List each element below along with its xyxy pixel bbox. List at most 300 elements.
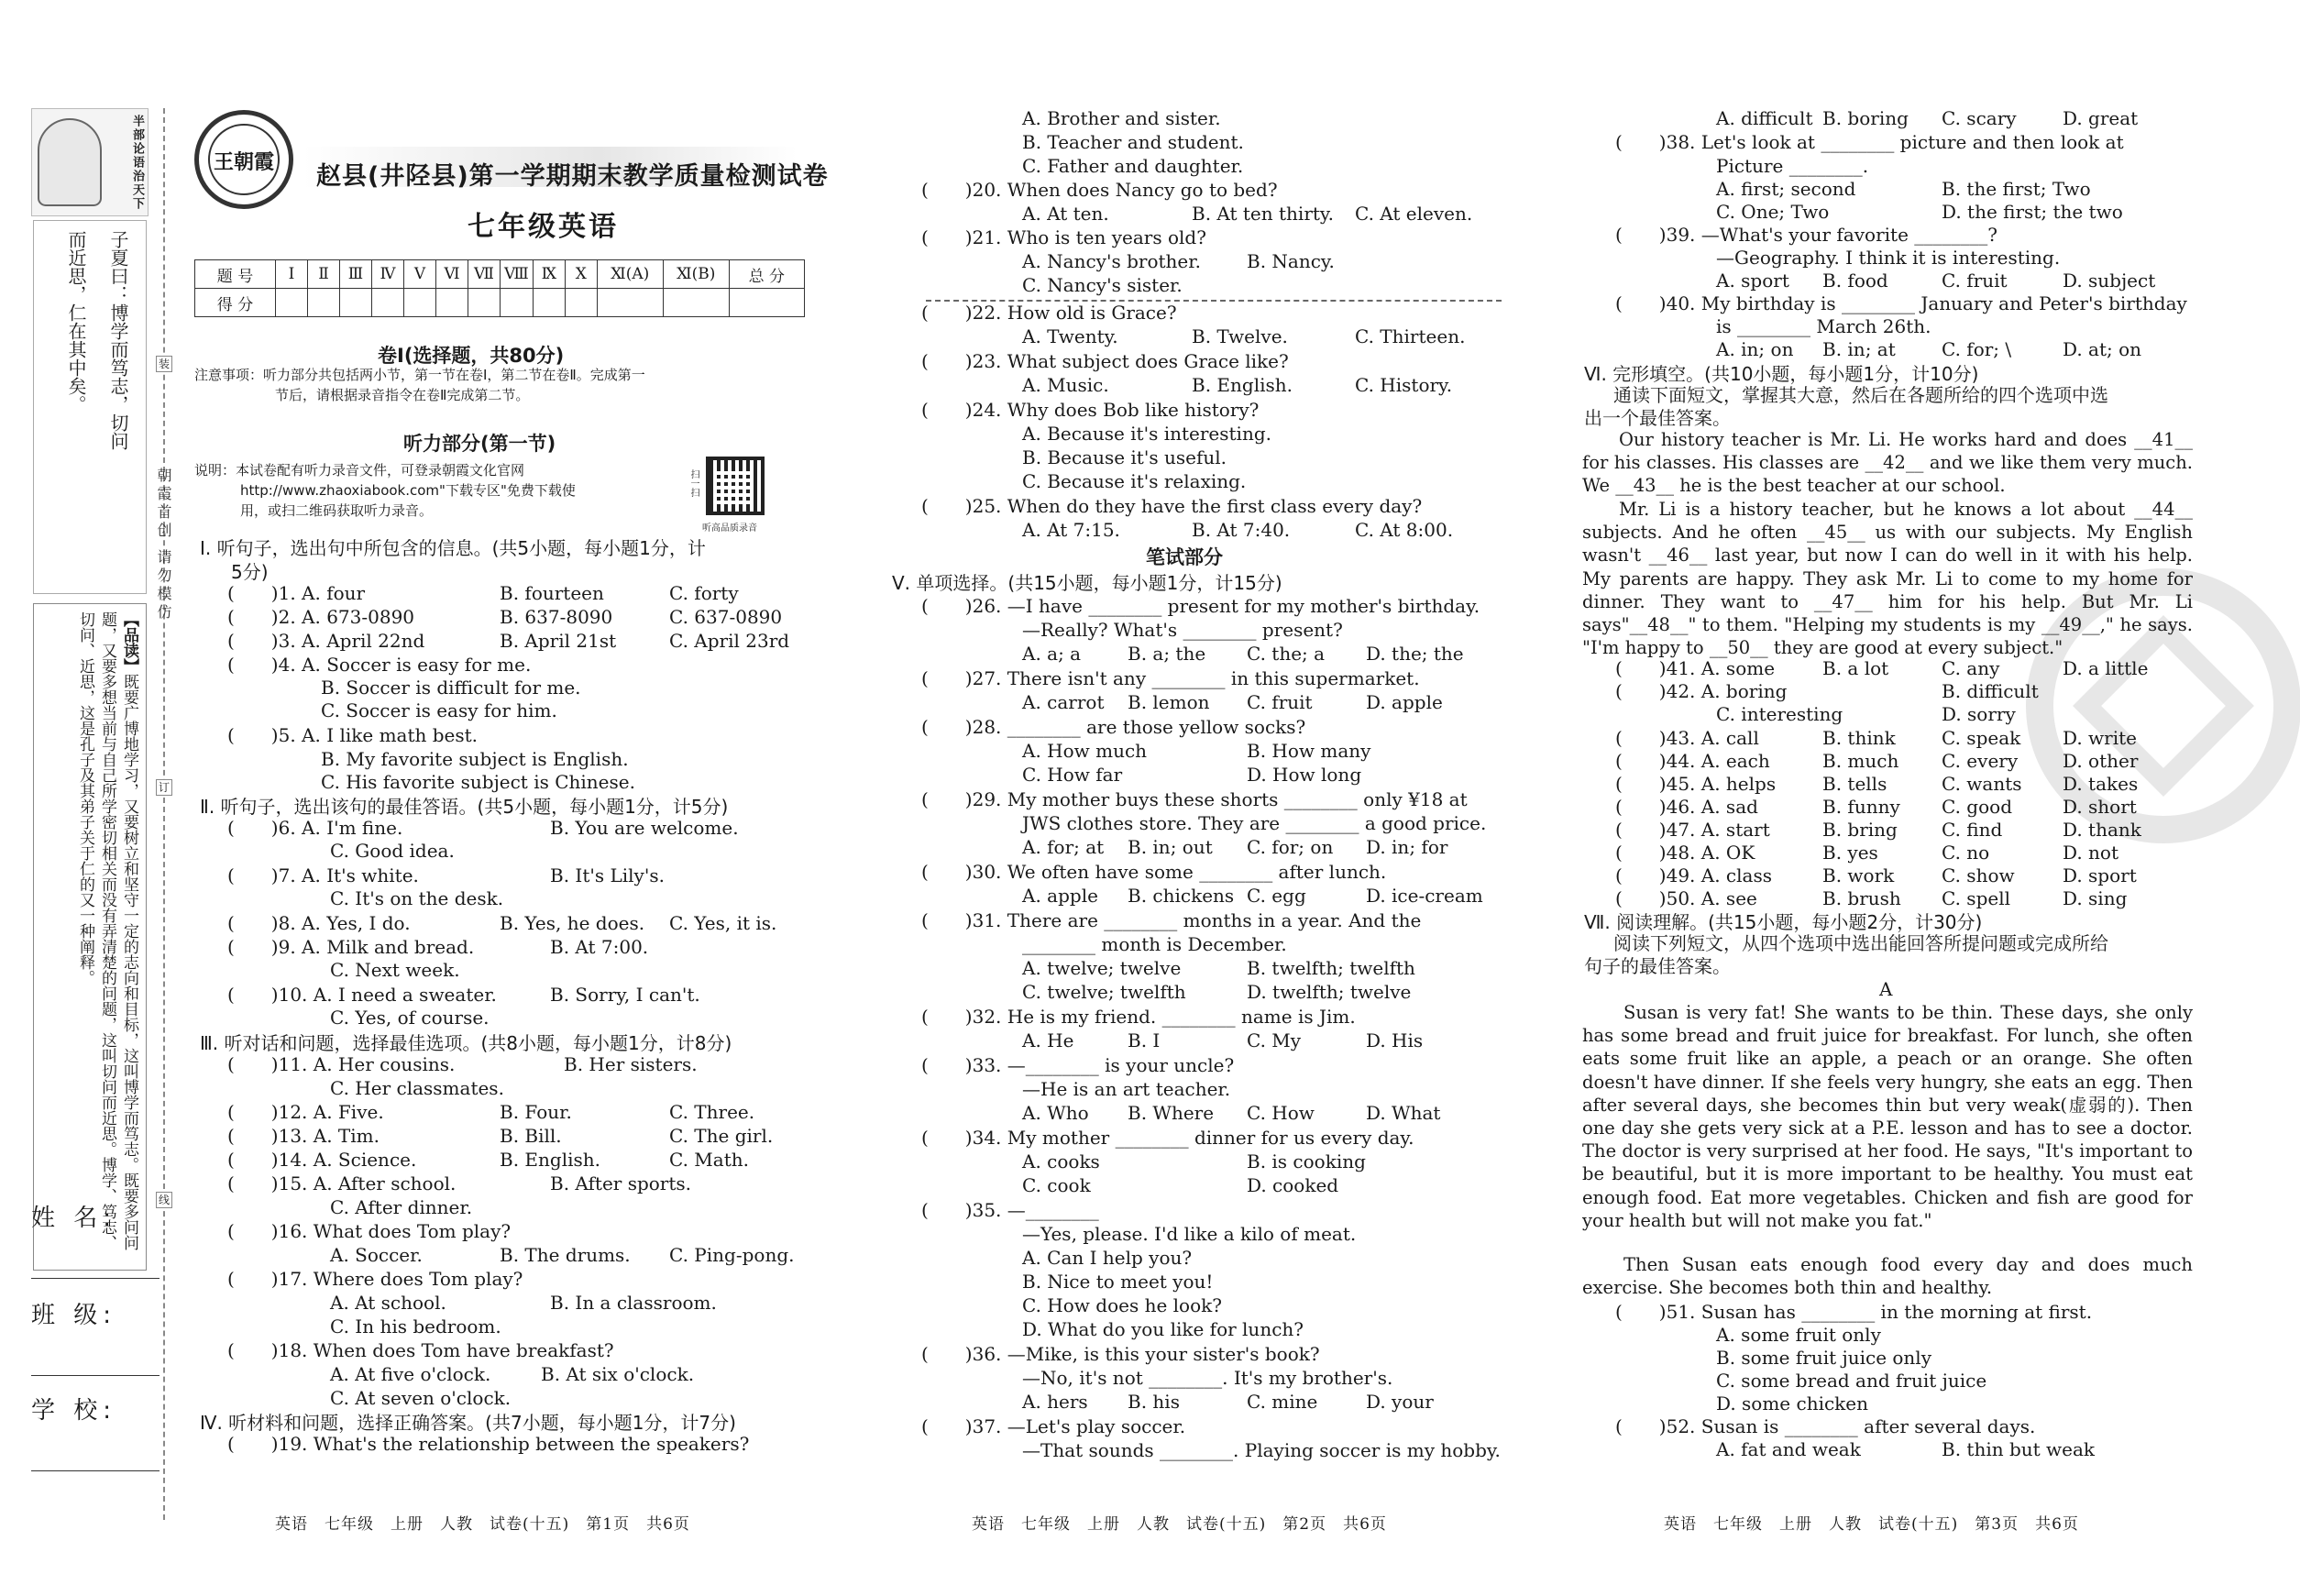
cut-line <box>163 108 165 1520</box>
q43-b: B. think <box>1822 727 1896 749</box>
q27-a: A. carrot <box>1022 691 1105 713</box>
q33[interactable]: ( )33. —________ is your uncle? <box>921 1054 1235 1076</box>
score-cell[interactable] <box>663 289 729 317</box>
q33-a: A. Who <box>1022 1102 1089 1124</box>
q29-d: D. in; for <box>1366 836 1448 858</box>
q7-b: B. It's Lily's. <box>550 864 665 886</box>
desc-line-2: http://www.zhaoxiabook.com"下载专区"免费下载使 <box>240 482 576 499</box>
q7[interactable]: ( )7. A. It's white. <box>227 864 419 886</box>
q38-d: D. the first; the two <box>1942 201 2123 223</box>
q16-b: B. The drums. <box>500 1244 631 1266</box>
q24-c: C. Because it's relaxing. <box>1022 470 1247 492</box>
q1[interactable]: ( )1. A. four <box>227 582 366 604</box>
q16-a: A. Soccer. <box>330 1244 423 1266</box>
q40-b: B. in; at <box>1822 338 1896 360</box>
score-head-cell: Ⅱ <box>308 260 340 289</box>
q27-b: B. lemon <box>1128 691 1210 713</box>
q11[interactable]: ( )11. A. Her cousins. <box>227 1053 456 1075</box>
q33-d: D. What <box>1366 1102 1441 1124</box>
q26-a: A. a; a <box>1022 643 1082 665</box>
q24-b: B. Because it's useful. <box>1022 446 1227 468</box>
q22-b: B. Twelve. <box>1192 325 1288 347</box>
quote-line-a: 子夏曰：博学而笃志，切问 <box>107 230 129 450</box>
score-table <box>194 259 805 317</box>
score-cell[interactable] <box>729 289 804 317</box>
q35-sub: —Yes, please. I'd like a kilo of meat. <box>1022 1223 1357 1245</box>
score-head-cell: Ⅷ <box>501 260 534 289</box>
q49-b: B. work <box>1822 864 1895 886</box>
q35-b: B. Nice to meet you! <box>1022 1271 1214 1293</box>
exam-subtitle: 七年级英语 <box>468 211 619 243</box>
q30-d: D. ice-cream <box>1366 885 1483 907</box>
q25[interactable]: ( )25. When do they have the first class every day? <box>921 495 1423 517</box>
notice-line-1: 注意事项：听力部分共包括两小节，第一节在卷Ⅰ，第二节在卷Ⅱ。完成第一 <box>194 367 645 383</box>
q50-c: C. spell <box>1942 887 2010 909</box>
q46-c: C. good <box>1942 796 2012 818</box>
section-6-intro: 通读下面短文，掌握其大意，然后在各题所给的四个选项中选 <box>1613 384 2108 406</box>
cloze-paragraph-1: Our history teacher is Mr. Li. He works hard and does __41__ for his classes. His classes are __42__ and we like them very much. We __43__ he is the best teacher at our school. <box>1582 429 2193 497</box>
q9-b: B. At 7:00. <box>550 936 649 958</box>
strip-top-box <box>31 108 149 216</box>
passage-a-paragraph-2: Then Susan eats enough food every day and does much exercise. She becomes both thin and healthy. <box>1582 1254 2193 1299</box>
q46-d: D. short <box>2063 796 2137 818</box>
q36-b: B. his <box>1128 1391 1180 1413</box>
q4-b: B. Soccer is difficult for me. <box>321 677 581 699</box>
q18-c: C. At seven o'clock. <box>330 1387 512 1409</box>
q31[interactable]: ( )31. There are ________ months in a year. And the <box>921 909 1422 931</box>
q48-c: C. no <box>1942 842 1990 864</box>
q8-c: C. Yes, it is. <box>669 912 777 934</box>
q40-a: A. in; on <box>1716 338 1794 360</box>
q28-c: C. How far <box>1022 764 1123 786</box>
q2-c: C. 637-0890 <box>669 606 783 628</box>
cut-mark-3: 线 <box>156 1192 172 1208</box>
confucius-illustration <box>38 118 102 206</box>
q34-b: B. is cooking <box>1247 1150 1366 1172</box>
q23[interactable]: ( )23. What subject does Grace like? <box>921 350 1289 372</box>
score-head-cell: 总 分 <box>729 260 804 289</box>
q3-b: B. April 21st <box>500 630 617 652</box>
section-4-title: Ⅳ. 听材料和问题，选择正确答案。(共7小题，每小题1分，计7分) <box>200 1412 736 1434</box>
section-3-title: Ⅲ. 听对话和问题，选择最佳选项。(共8小题，每小题1分，计8分) <box>200 1032 732 1054</box>
q6-b: B. You are welcome. <box>550 817 739 839</box>
q17-a: A. At school. <box>330 1292 446 1314</box>
section-2-title: Ⅱ. 听句子，选出该句的最佳答语。(共5小题，每小题1分，计5分) <box>200 796 729 818</box>
section-6-intro-2: 出一个最佳答案。 <box>1584 407 1731 429</box>
q31-sub: ________ month is December. <box>1022 933 1287 955</box>
q13-c: C. The girl. <box>669 1125 774 1147</box>
page-footer-1: 英语 七年级 上册 人教 试卷(十五) 第1页 共6页 <box>275 1515 690 1534</box>
q42-c: C. interesting <box>1716 703 1843 725</box>
q22-a: A. Twenty. <box>1022 325 1118 347</box>
section-5-title: Ⅴ. 单项选择。(共15小题，每小题1分，计15分) <box>892 572 1282 594</box>
q15[interactable]: ( )15. A. After school. <box>227 1172 457 1194</box>
q44-c: C. every <box>1942 750 2019 772</box>
q38-sub: Picture ________. <box>1716 155 1869 177</box>
q10[interactable]: ( )10. A. I need a sweater. <box>227 984 497 1006</box>
score-cell[interactable] <box>372 289 404 317</box>
q21-a: A. Nancy's brother. <box>1022 250 1201 272</box>
page-footer-3: 英语 七年级 上册 人教 试卷(十五) 第3页 共6页 <box>1664 1515 2079 1534</box>
read-body <box>74 611 140 1262</box>
q9[interactable]: ( )9. A. Milk and bread. <box>227 936 475 958</box>
q48[interactable]: ( )48. A. OK <box>1615 842 1755 864</box>
section-1-title: Ⅰ. 听句子，选出句中所包含的信息。(共5小题，每小题1分，计 <box>200 537 706 559</box>
q45-c: C. wants <box>1942 773 2022 795</box>
q36[interactable]: ( )36. —Mike, is this your sister's book? <box>921 1343 1320 1365</box>
q27[interactable]: ( )27. There isn't any ________ in this supermarket. <box>921 667 1420 689</box>
q12[interactable]: ( )12. A. Five. <box>227 1101 384 1123</box>
quote-box <box>33 220 147 594</box>
q47-b: B. bring <box>1822 819 1898 841</box>
q32-d: D. His <box>1366 1029 1424 1051</box>
cut-mark-1: 装 <box>156 356 172 372</box>
name-field[interactable] <box>31 1199 160 1279</box>
q48-b: B. yes <box>1822 842 1878 864</box>
class-label: 班 级: <box>31 1302 117 1329</box>
q2[interactable]: ( )2. A. 673-0890 <box>227 606 415 628</box>
q45-d: D. takes <box>2063 773 2139 795</box>
q45[interactable]: ( )45. A. helps <box>1615 773 1777 795</box>
q41-c: C. any <box>1942 657 2000 679</box>
q14-b: B. English. <box>500 1149 600 1171</box>
q30-c: C. egg <box>1247 885 1306 907</box>
score-cell[interactable] <box>404 289 436 317</box>
q45-b: B. tells <box>1822 773 1887 795</box>
q38-c: C. One; Two <box>1716 201 1830 223</box>
q52[interactable]: ( )52. Susan is ________ after several days. <box>1615 1415 2036 1437</box>
q37-d: D. great <box>2063 107 2139 129</box>
q33-c: C. How <box>1247 1102 1315 1124</box>
q49-c: C. show <box>1942 864 2015 886</box>
binding-strip <box>31 108 150 1596</box>
q36-c: C. mine <box>1247 1391 1318 1413</box>
q51[interactable]: ( )51. Susan has ________ in the morning at first. <box>1615 1301 2093 1323</box>
q12-b: B. Four. <box>500 1101 572 1123</box>
q18-a: A. At five o'clock. <box>330 1363 491 1385</box>
q42-d: D. sorry <box>1942 703 2016 725</box>
q38[interactable]: ( )38. Let's look at ________ picture and then look at <box>1615 131 2124 153</box>
q39-sub: —Geography. I think it is interesting. <box>1716 247 2061 269</box>
q36-a: A. hers <box>1022 1391 1088 1413</box>
score-head-cell: Ⅵ <box>436 260 468 289</box>
q26-b: B. a; the <box>1128 643 1206 665</box>
q49[interactable]: ( )49. A. class <box>1615 864 1772 886</box>
q17-b: B. In a classroom. <box>550 1292 717 1314</box>
q50-b: B. brush <box>1822 887 1901 909</box>
q38-b: B. the first; Two <box>1942 178 2091 200</box>
score-cell[interactable] <box>597 289 663 317</box>
q25-a: A. At 7:15. <box>1022 519 1120 541</box>
logo-text: 王朝霞 <box>208 124 280 195</box>
listening-title: 听力部分(第一节) <box>403 433 556 455</box>
q22[interactable]: ( )22. How old is Grace? <box>921 302 1177 324</box>
q37[interactable]: ( )37. —Let's play soccer. <box>921 1415 1186 1437</box>
read-title: 【品读】 <box>120 611 138 674</box>
score-cell[interactable] <box>565 289 597 317</box>
section-6-title: Ⅵ. 完形填空。(共10小题，每小题1分，计10分) <box>1584 363 1979 385</box>
q19-b: B. Teacher and student. <box>1022 131 1244 153</box>
score-cell[interactable] <box>533 289 565 317</box>
q4-c: C. Soccer is easy for him. <box>321 699 557 721</box>
score-cell[interactable] <box>468 289 501 317</box>
q40-sub: is ________ March 26th. <box>1716 315 1931 337</box>
q19[interactable]: ( )19. What's the relationship between the speakers? <box>227 1433 750 1455</box>
school-line <box>31 1425 160 1471</box>
school-label: 学 校: <box>31 1397 117 1425</box>
q46[interactable]: ( )46. A. sad <box>1615 796 1758 818</box>
quote-line-b: 而近思，仁在其中矣。 <box>65 230 87 413</box>
q23-a: A. Music. <box>1022 374 1109 396</box>
q35[interactable]: ( )35. —________ <box>921 1199 1099 1221</box>
score-row-label: 得 分 <box>195 289 276 317</box>
q33-b: B. Where <box>1128 1102 1215 1124</box>
q9-c: C. Next week. <box>330 959 460 981</box>
q34-c: C. cook <box>1022 1174 1091 1196</box>
q39-c: C. fruit <box>1942 270 2008 292</box>
q13-b: B. Bill. <box>500 1125 562 1147</box>
q38-a: A. first; second <box>1716 178 1856 200</box>
q41-b: B. a lot <box>1822 657 1889 679</box>
q30-b: B. chickens <box>1128 885 1235 907</box>
q34-d: D. cooked <box>1247 1174 1339 1196</box>
q50[interactable]: ( )50. A. see <box>1615 887 1757 909</box>
q47-c: C. find <box>1942 819 2003 841</box>
q27-c: C. fruit <box>1247 691 1313 713</box>
q50-d: D. sing <box>2063 887 2128 909</box>
exam-title: 赵县(井陉县)第一学期期末教学质量检测试卷 <box>316 162 829 191</box>
q21-c: C. Nancy's sister. <box>1022 274 1183 296</box>
q22-c: C. Thirteen. <box>1355 325 1466 347</box>
q43-c: C. speak <box>1942 727 2021 749</box>
q5-b: B. My favorite subject is English. <box>321 748 629 770</box>
q11-c: C. Her classmates. <box>330 1077 504 1099</box>
q34-a: A. cooks <box>1022 1150 1100 1172</box>
q4[interactable]: ( )4. A. Soccer is easy for me. <box>227 654 532 676</box>
q26-c: C. the; a <box>1247 643 1326 665</box>
score-head-cell: Ⅹ <box>565 260 597 289</box>
q21[interactable]: ( )21. Who is ten years old? <box>921 226 1206 248</box>
side-vertical-text: 朝霞首创 请勿模仿 <box>155 468 172 623</box>
q29-a: A. for; at <box>1022 836 1105 858</box>
q6[interactable]: ( )6. A. I'm fine. <box>227 817 403 839</box>
notice-line-2: 节后，请根据录音指令在卷Ⅱ完成第二节。 <box>275 387 530 403</box>
q49-d: D. sport <box>2063 864 2137 886</box>
section-7-intro: 阅读下列短文，从四个选项中选出能回答所提问题或完成所给 <box>1613 932 2108 954</box>
q17-c: C. In his bedroom. <box>330 1315 501 1337</box>
q5[interactable]: ( )5. A. I like math best. <box>227 724 479 746</box>
q25-c: C. At 8:00. <box>1355 519 1454 541</box>
q31-c: C. twelve; twelfth <box>1022 981 1186 1003</box>
read-box <box>33 603 147 1271</box>
q27-d: D. apple <box>1366 691 1443 713</box>
brand-logo <box>194 110 293 209</box>
q7-c: C. It's on the desk. <box>330 887 504 909</box>
q47[interactable]: ( )47. A. start <box>1615 819 1770 841</box>
read-text: 既要广博地学习，又要树立和坚守一定的志向和目标，这叫博学而笃志。既要多问问题，又要多想当前与自己所学密切相关而没有弄清楚的问题，这叫切问而近思。博学、笃志、切问、近思，这是孔子及其弟子关于仁的又一种阐释。 <box>76 611 138 1250</box>
q48-d: D. not <box>2063 842 2118 864</box>
q32-b: B. I <box>1128 1029 1161 1051</box>
score-cell[interactable] <box>501 289 534 317</box>
score-head-cell: Ⅺ(B) <box>663 260 729 289</box>
q30[interactable]: ( )30. We often have some ________ after lunch. <box>921 861 1387 883</box>
q43[interactable]: ( )43. A. call <box>1615 727 1759 749</box>
q20-a: A. At ten. <box>1022 203 1109 225</box>
q31-d: D. twelfth; twelve <box>1247 981 1412 1003</box>
q26-d: D. the; the <box>1366 643 1464 665</box>
q33-sub: —He is an art teacher. <box>1022 1078 1231 1100</box>
q32-a: A. He <box>1022 1029 1074 1051</box>
q35-d: D. What do you like for lunch? <box>1022 1318 1304 1340</box>
q28[interactable]: ( )28. ________ are those yellow socks? <box>921 716 1306 738</box>
cloze-paragraph-2: Mr. Li is a history teacher, but he knows a lot about __44__ subjects. And he often __45__ us with our subjects. My English wasn't __46__ last year, but now I can do well in it with his help. My parents are happy. They ask Mr. Li to come to my home for dinner. They want to __47__ him for his help. But Mr. Li says"__48__" to them. "Helping my students is my __49__," he says. "I'm happy to __50__ they are good at every subject." <box>1582 499 2193 659</box>
q25-b: B. At 7:40. <box>1192 519 1291 541</box>
cut-mark-2: 订 <box>156 779 172 796</box>
q23-b: B. English. <box>1192 374 1293 396</box>
section-1-title-b: 5分) <box>231 561 269 583</box>
q44-d: D. other <box>2063 750 2139 772</box>
desc-line-1: 说明：本试卷配有听力录音文件，可登录朝霞文化官网 <box>194 462 525 479</box>
q14[interactable]: ( )14. A. Science. <box>227 1149 417 1171</box>
score-head-cell: Ⅲ <box>340 260 372 289</box>
q32[interactable]: ( )32. He is my friend. ________ name is Jim. <box>921 1006 1356 1028</box>
section-7-title: Ⅶ. 阅读理解。(共15小题，每小题2分，计30分) <box>1584 911 1983 933</box>
score-cell[interactable] <box>340 289 372 317</box>
qr-code[interactable] <box>706 457 765 515</box>
q28-a: A. How much <box>1022 740 1148 762</box>
q42-b: B. difficult <box>1942 680 2039 702</box>
q3[interactable]: ( )3. A. April 22nd <box>227 630 425 652</box>
q52-b: B. thin but weak <box>1942 1438 2096 1460</box>
q20-b: B. At ten thirty. <box>1192 203 1334 225</box>
q30-a: A. apple <box>1022 885 1098 907</box>
q40-d: D. at; on <box>2063 338 2142 360</box>
q26-sub: —Really? What's ________ present? <box>1022 619 1343 641</box>
q43-d: D. write <box>2063 727 2137 749</box>
q29[interactable]: ( )29. My mother buys these shorts ________ only ¥18 at <box>921 788 1468 810</box>
score-header-row <box>195 260 805 289</box>
q44[interactable]: ( )44. A. each <box>1615 750 1770 772</box>
q15-c: C. After dinner. <box>330 1196 473 1218</box>
q47-d: D. thank <box>2063 819 2141 841</box>
q26[interactable]: ( )26. —I have ________ present for my mother's birthday. <box>921 595 1480 617</box>
q24-a: A. Because it's interesting. <box>1022 423 1271 445</box>
q41[interactable]: ( )41. A. some <box>1615 657 1776 679</box>
q46-b: B. funny <box>1822 796 1900 818</box>
q28-b: B. How many <box>1247 740 1371 762</box>
q35-a: A. Can I help you? <box>1022 1247 1193 1269</box>
score-head-cell: Ⅳ <box>372 260 404 289</box>
q24[interactable]: ( )24. Why does Bob like history? <box>921 399 1260 421</box>
qr-caption-1: 扫一扫 <box>688 469 699 497</box>
page-footer-2: 英语 七年级 上册 人教 试卷(十五) 第2页 共6页 <box>972 1515 1387 1534</box>
score-head-cell: Ⅸ <box>533 260 565 289</box>
q20-c: C. At eleven. <box>1355 203 1473 225</box>
q31-b: B. twelfth; twelfth <box>1247 957 1415 979</box>
score-cell[interactable] <box>436 289 468 317</box>
q52-a: A. fat and weak <box>1716 1438 1861 1460</box>
q19-a: A. Brother and sister. <box>1022 107 1221 129</box>
q1-c: C. forty <box>669 582 739 604</box>
q31-a: A. twelve; twelve <box>1022 957 1182 979</box>
q17[interactable]: ( )17. Where does Tom play? <box>227 1268 523 1290</box>
q42[interactable]: ( )42. A. boring <box>1615 680 1788 702</box>
q39-a: A. sport <box>1716 270 1789 292</box>
q8-b: B. Yes, he does. <box>500 912 645 934</box>
q41-d: D. a little <box>2063 657 2149 679</box>
section-7-intro-2: 句子的最佳答案。 <box>1584 955 1731 977</box>
score-head-cell: Ⅰ <box>276 260 308 289</box>
volume-title: 卷Ⅰ(选择题，共80分) <box>378 345 565 367</box>
name-label: 姓 名: <box>31 1205 117 1232</box>
q1-b: B. fourteen <box>500 582 604 604</box>
score-value-row <box>195 289 805 317</box>
q37-sub: —That sounds ________. Playing soccer is my hobby. <box>1022 1439 1501 1461</box>
score-head-cell: Ⅴ <box>404 260 436 289</box>
passage-a-label: A <box>1879 978 1893 1000</box>
school-field[interactable] <box>31 1392 160 1471</box>
q29-b: B. in; out <box>1128 836 1213 858</box>
q18-b: B. At six o'clock. <box>541 1363 695 1385</box>
q13[interactable]: ( )13. A. Tim. <box>227 1125 380 1147</box>
passage-a-paragraph-1: Susan is very fat! She wants to be thin. These days, she only has some bread and fruit juice for breakfast. For lunch, she often eats some fruit like an apple, a peach or an orange. She often doesn't have dinner. If she feels very hungry, she eats an egg. Then after several days, she becomes thin but very weak(虚弱的). Then one day she gets very sick at a P.E. lesson and has to see a doctor. The doctor is very surprised at her food. He says, "It's important to be beautiful, but it is more important to be healthy. You must eat enough food. Eat more vegetables. Chicken and fish are good for your health but will not make you fat." <box>1582 1002 2193 1231</box>
qr-caption-2: 听高品质录音 <box>702 523 757 534</box>
q2-b: B. 637-8090 <box>500 606 613 628</box>
q6-c: C. Good idea. <box>330 840 455 862</box>
q29-c: C. for; on <box>1247 836 1334 858</box>
score-head-cell: Ⅺ(A) <box>597 260 663 289</box>
q35-c: C. How does he look? <box>1022 1294 1222 1316</box>
q8[interactable]: ( )8. A. Yes, I do. <box>227 912 411 934</box>
q39-d: D. subject <box>2063 270 2156 292</box>
class-field[interactable] <box>31 1296 160 1376</box>
q18[interactable]: ( )18. When does Tom have breakfast? <box>227 1339 614 1361</box>
q51-b: B. some fruit juice only <box>1716 1347 1931 1369</box>
q51-d: D. some chicken <box>1716 1392 1869 1414</box>
score-head-cell: Ⅶ <box>468 260 501 289</box>
q10-b: B. Sorry, I can't. <box>550 984 700 1006</box>
q16[interactable]: ( )16. What does Tom play? <box>227 1220 512 1242</box>
q51-a: A. some fruit only <box>1716 1324 1881 1346</box>
q10-c: C. Yes, of course. <box>330 1007 490 1029</box>
score-cell[interactable] <box>276 289 308 317</box>
q34[interactable]: ( )34. My mother ________ dinner for us every day. <box>921 1127 1414 1149</box>
q11-b: B. Her sisters. <box>564 1053 698 1075</box>
q37-b: B. boring <box>1822 107 1909 129</box>
q5-c: C. His favorite subject is Chinese. <box>321 771 635 793</box>
q16-c: C. Ping-pong. <box>669 1244 795 1266</box>
q44-b: B. much <box>1822 750 1899 772</box>
q32-c: C. My <box>1247 1029 1302 1051</box>
desc-line-3: 用，或扫二维码获取听力录音。 <box>240 502 434 519</box>
q37-c: C. scary <box>1942 107 2017 129</box>
q39-b: B. food <box>1822 270 1888 292</box>
q40-c: C. for; \ <box>1942 338 2012 360</box>
q36-d: D. your <box>1366 1391 1434 1413</box>
score-cell[interactable] <box>308 289 340 317</box>
q40[interactable]: ( )40. My birthday is ________ January and Peter's birthday <box>1615 292 2187 314</box>
q51-c: C. some bread and fruit juice <box>1716 1370 1987 1392</box>
strip-top-vertical: 半部论语治天下 <box>130 115 144 211</box>
name-line <box>31 1233 160 1279</box>
q19-c: C. Father and daughter. <box>1022 155 1244 177</box>
q15-b: B. After sports. <box>550 1172 692 1194</box>
q20[interactable]: ( )20. When does Nancy go to bed? <box>921 179 1278 201</box>
q36-sub: —No, it's not ________. It's my brother's. <box>1022 1367 1393 1389</box>
q39[interactable]: ( )39. —What's your favorite ________? <box>1615 224 1998 246</box>
score-head-cell: 题 号 <box>195 260 276 289</box>
q14-c: C. Math. <box>669 1149 749 1171</box>
